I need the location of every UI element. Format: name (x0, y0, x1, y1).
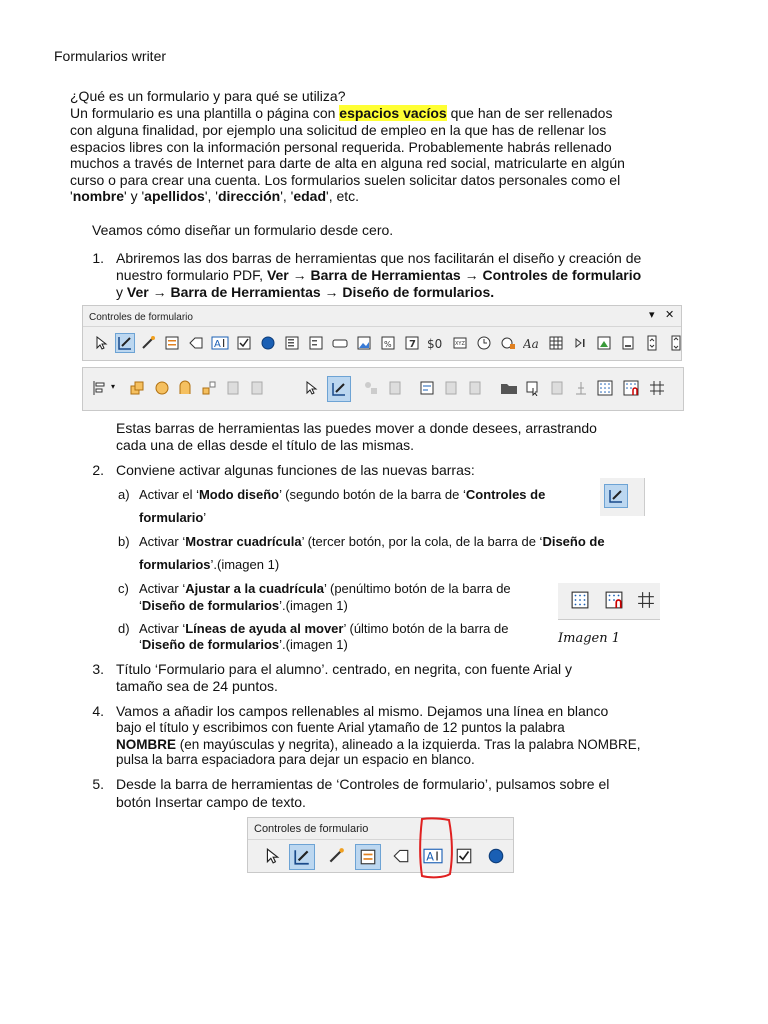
position-and-size-icon[interactable] (89, 378, 109, 398)
svg-text:A: A (426, 850, 434, 864)
file-selection-icon[interactable] (618, 333, 638, 353)
item-1-number: 1. (92, 250, 104, 266)
formatted-field-icon[interactable] (378, 333, 398, 353)
svg-text:A: A (214, 339, 221, 350)
snap-to-grid-icon (604, 590, 624, 610)
tab-order-icon[interactable] (417, 378, 437, 398)
item-3-line-2: tamaño sea de 24 puntos. (116, 678, 278, 694)
subitem-c-line-2: ‘Diseño de formularios’.(imagen 1) (139, 598, 348, 613)
intro-line-1: Un formulario es una plantilla o página con espacios vacíos que han de ser rellenados (70, 105, 613, 121)
numerical-field-icon[interactable] (402, 333, 422, 353)
item-5-line-1: Desde la barra de herramientas de ‘Controles de formulario’, pulsamos sobre el (116, 776, 610, 792)
subitem-a-line-1: Activar el ‘Modo diseño’ (segundo botón de la barra de ‘Controles de (139, 487, 546, 502)
item-4-line-3: NOMBRE (en mayúsculas y negrita), alineado a la izquierda. Tras la palabra NOMBRE, (116, 737, 641, 752)
subitem-d-line-1: Activar ‘Líneas de ayuda al mover’ (último botón de la barra de (139, 621, 509, 636)
folder-icon[interactable] (499, 378, 519, 398)
item-3-line-1: Título ‘Formulario para el alumno’. centrado, en negrita, con fuente Arial y (116, 661, 573, 677)
item-4-line-4: pulsa la barra espaciadora para dejar un espacio en blanco. (116, 752, 475, 767)
label-icon[interactable] (186, 333, 206, 353)
form-properties-icon[interactable] (385, 378, 405, 398)
intro-line-4: muchos a través de Internet para darte de alta en alguna red social, matricularte en algún (70, 155, 625, 171)
subitem-d-line-2: ‘Diseño de formularios’.(imagen 1) (139, 637, 348, 652)
item-1-line-1: Abriremos las dos barras de herramientas que nos facilitarán el diseño y creación de (116, 250, 642, 266)
item-4-line-2: bajo el título y escribimos con fuente Arial ytamaño de 12 puntos la palabra (116, 720, 565, 735)
form-controls-toolbar-cropped (247, 817, 514, 873)
svg-text:Aa: Aa (523, 337, 539, 351)
design-mode-icon[interactable] (115, 333, 135, 353)
document-header: Formularios writer (54, 48, 167, 64)
design-mode-icon[interactable] (327, 376, 351, 402)
show-grid-icon[interactable] (595, 378, 615, 398)
subitem-a-letter: a) (118, 487, 130, 502)
veamos-paragraph: Veamos cómo diseñar un formulario desde cero. (92, 222, 394, 238)
text-box-icon[interactable] (210, 333, 230, 353)
open-in-design-mode-icon[interactable] (523, 378, 543, 398)
intro-line-6: 'nombre' y 'apellidos', 'dirección', 'edad', etc. (70, 188, 360, 204)
red-annotation-circle (416, 816, 456, 880)
helplines-anchor-icon[interactable] (571, 378, 591, 398)
helplines-while-moving-icon[interactable] (647, 378, 667, 398)
subitem-b-letter: b) (118, 534, 130, 549)
send-to-back-icon[interactable] (151, 378, 171, 398)
select-pointer-icon[interactable] (260, 844, 284, 868)
activation-order-icon[interactable] (465, 378, 485, 398)
currency-field-icon[interactable] (426, 333, 446, 353)
item-1-line-3: y Ver → Barra de Herramientas → Diseño de formularios. (116, 284, 495, 300)
intro-line-3: espacios libres con la información personal requerida. Probablemente habrás rellenado (70, 139, 612, 155)
list-box-icon[interactable] (282, 333, 302, 353)
design-mode-icon (604, 484, 628, 508)
subitem-c-letter: c) (118, 581, 129, 596)
group-icon[interactable] (175, 378, 195, 398)
spin-button-icon[interactable] (642, 333, 662, 353)
bring-to-front-icon[interactable] (127, 378, 147, 398)
highlight-espacios-vacios: espacios vacíos (339, 105, 447, 121)
form-controls-toolbar (82, 305, 682, 361)
automatic-control-focus-icon[interactable] (547, 378, 567, 398)
design-mode-thumbnail (600, 478, 645, 516)
item-1-paragraph-2: cada una de ellas desde el título de las mismas. (116, 437, 415, 453)
toolbar-title[interactable]: Controles de formulario (89, 312, 193, 323)
navigation-bar-icon[interactable] (570, 333, 590, 353)
form-properties-icon[interactable] (355, 844, 381, 870)
font-icon[interactable] (522, 333, 542, 353)
svg-text:7: 7 (409, 339, 416, 350)
image-button-icon[interactable] (354, 333, 374, 353)
helplines-while-moving-icon (636, 590, 656, 610)
intro-line-5: curso o para crear una cuenta. Los formularios suelen solicitar datos personales como el (70, 172, 621, 188)
subitem-b-line-1: Activar ‘Mostrar cuadrícula’ (tercer botón, por la cola, de la barra de ‘Diseño de (139, 534, 605, 549)
image-control-icon[interactable] (594, 333, 614, 353)
push-button-icon[interactable] (330, 333, 350, 353)
subitem-d-letter: d) (118, 621, 130, 636)
combo-box-icon[interactable] (306, 333, 326, 353)
option-button-icon[interactable] (484, 844, 508, 868)
intro-line-2: con alguna finalidad, por ejemplo una solicitud de empleo en la que has de rellenar los (70, 122, 607, 138)
item-4-line-1: Vamos a añadir los campos rellenables al mismo. Dejamos una línea en blanco (116, 703, 609, 719)
intro-question: ¿Qué es un formulario y para qué se utiliza? (70, 88, 346, 104)
toolbar-title[interactable]: Controles de formulario (254, 823, 369, 835)
close-icon[interactable]: ✕ (665, 309, 675, 321)
dropdown-arrow-icon[interactable]: ▾ (111, 382, 116, 391)
grid-buttons-thumbnail (558, 583, 660, 620)
item-1-line-2: nuestro formulario PDF, Ver → Barra de Herramientas → Controles de formulario (116, 267, 642, 283)
svg-text:%: % (384, 340, 392, 349)
subitem-b-line-2: formularios’.(imagen 1) (139, 557, 280, 572)
select-pointer-icon[interactable] (91, 333, 111, 353)
enter-group-icon[interactable] (223, 378, 243, 398)
design-mode-icon[interactable] (289, 844, 315, 870)
form-design-toolbar (82, 367, 684, 411)
item-2-line: Conviene activar algunas funciones de las nuevas barras: (116, 462, 475, 478)
image-caption: Imagen 1 (558, 631, 621, 646)
subitem-c-line-1: Activar ‘Ajustar a la cuadrícula’ (penúltimo botón de la barra de (139, 581, 511, 596)
item-5-line-2: botón Insertar campo de texto. (116, 794, 306, 810)
svg-text:XYZ: XYZ (455, 341, 465, 347)
toolbar-menu-icon[interactable]: ▾ (649, 309, 655, 321)
option-button-icon[interactable] (258, 333, 278, 353)
pattern-field-icon[interactable] (450, 333, 470, 353)
form-properties-icon[interactable] (162, 333, 182, 353)
ungroup-icon[interactable] (199, 378, 219, 398)
snap-to-grid-icon[interactable] (621, 378, 641, 398)
item-4-number: 4. (92, 703, 104, 719)
show-grid-icon (570, 590, 590, 610)
label-icon[interactable] (389, 844, 413, 868)
wizard-icon[interactable] (138, 333, 158, 353)
item-3-number: 3. (92, 661, 104, 677)
svg-text:$0: $0 (427, 337, 443, 351)
item-5-number: 5. (92, 776, 104, 792)
select-pointer-icon[interactable] (301, 378, 321, 398)
item-2-number: 2. (92, 462, 104, 478)
exit-group-icon[interactable] (247, 378, 267, 398)
control-properties-icon[interactable] (361, 378, 381, 398)
time-field-icon[interactable] (474, 333, 494, 353)
item-1-paragraph-1: Estas barras de herramientas las puedes mover a donde desees, arrastrando (116, 420, 597, 436)
add-field-icon[interactable] (441, 378, 461, 398)
subitem-a-line-2: formulario’ (139, 510, 207, 525)
scrollbar-control-icon[interactable] (666, 333, 686, 353)
date-field-icon[interactable] (498, 333, 518, 353)
table-control-icon[interactable] (546, 333, 566, 353)
wizard-icon[interactable] (324, 844, 348, 868)
checkbox-icon[interactable] (234, 333, 254, 353)
